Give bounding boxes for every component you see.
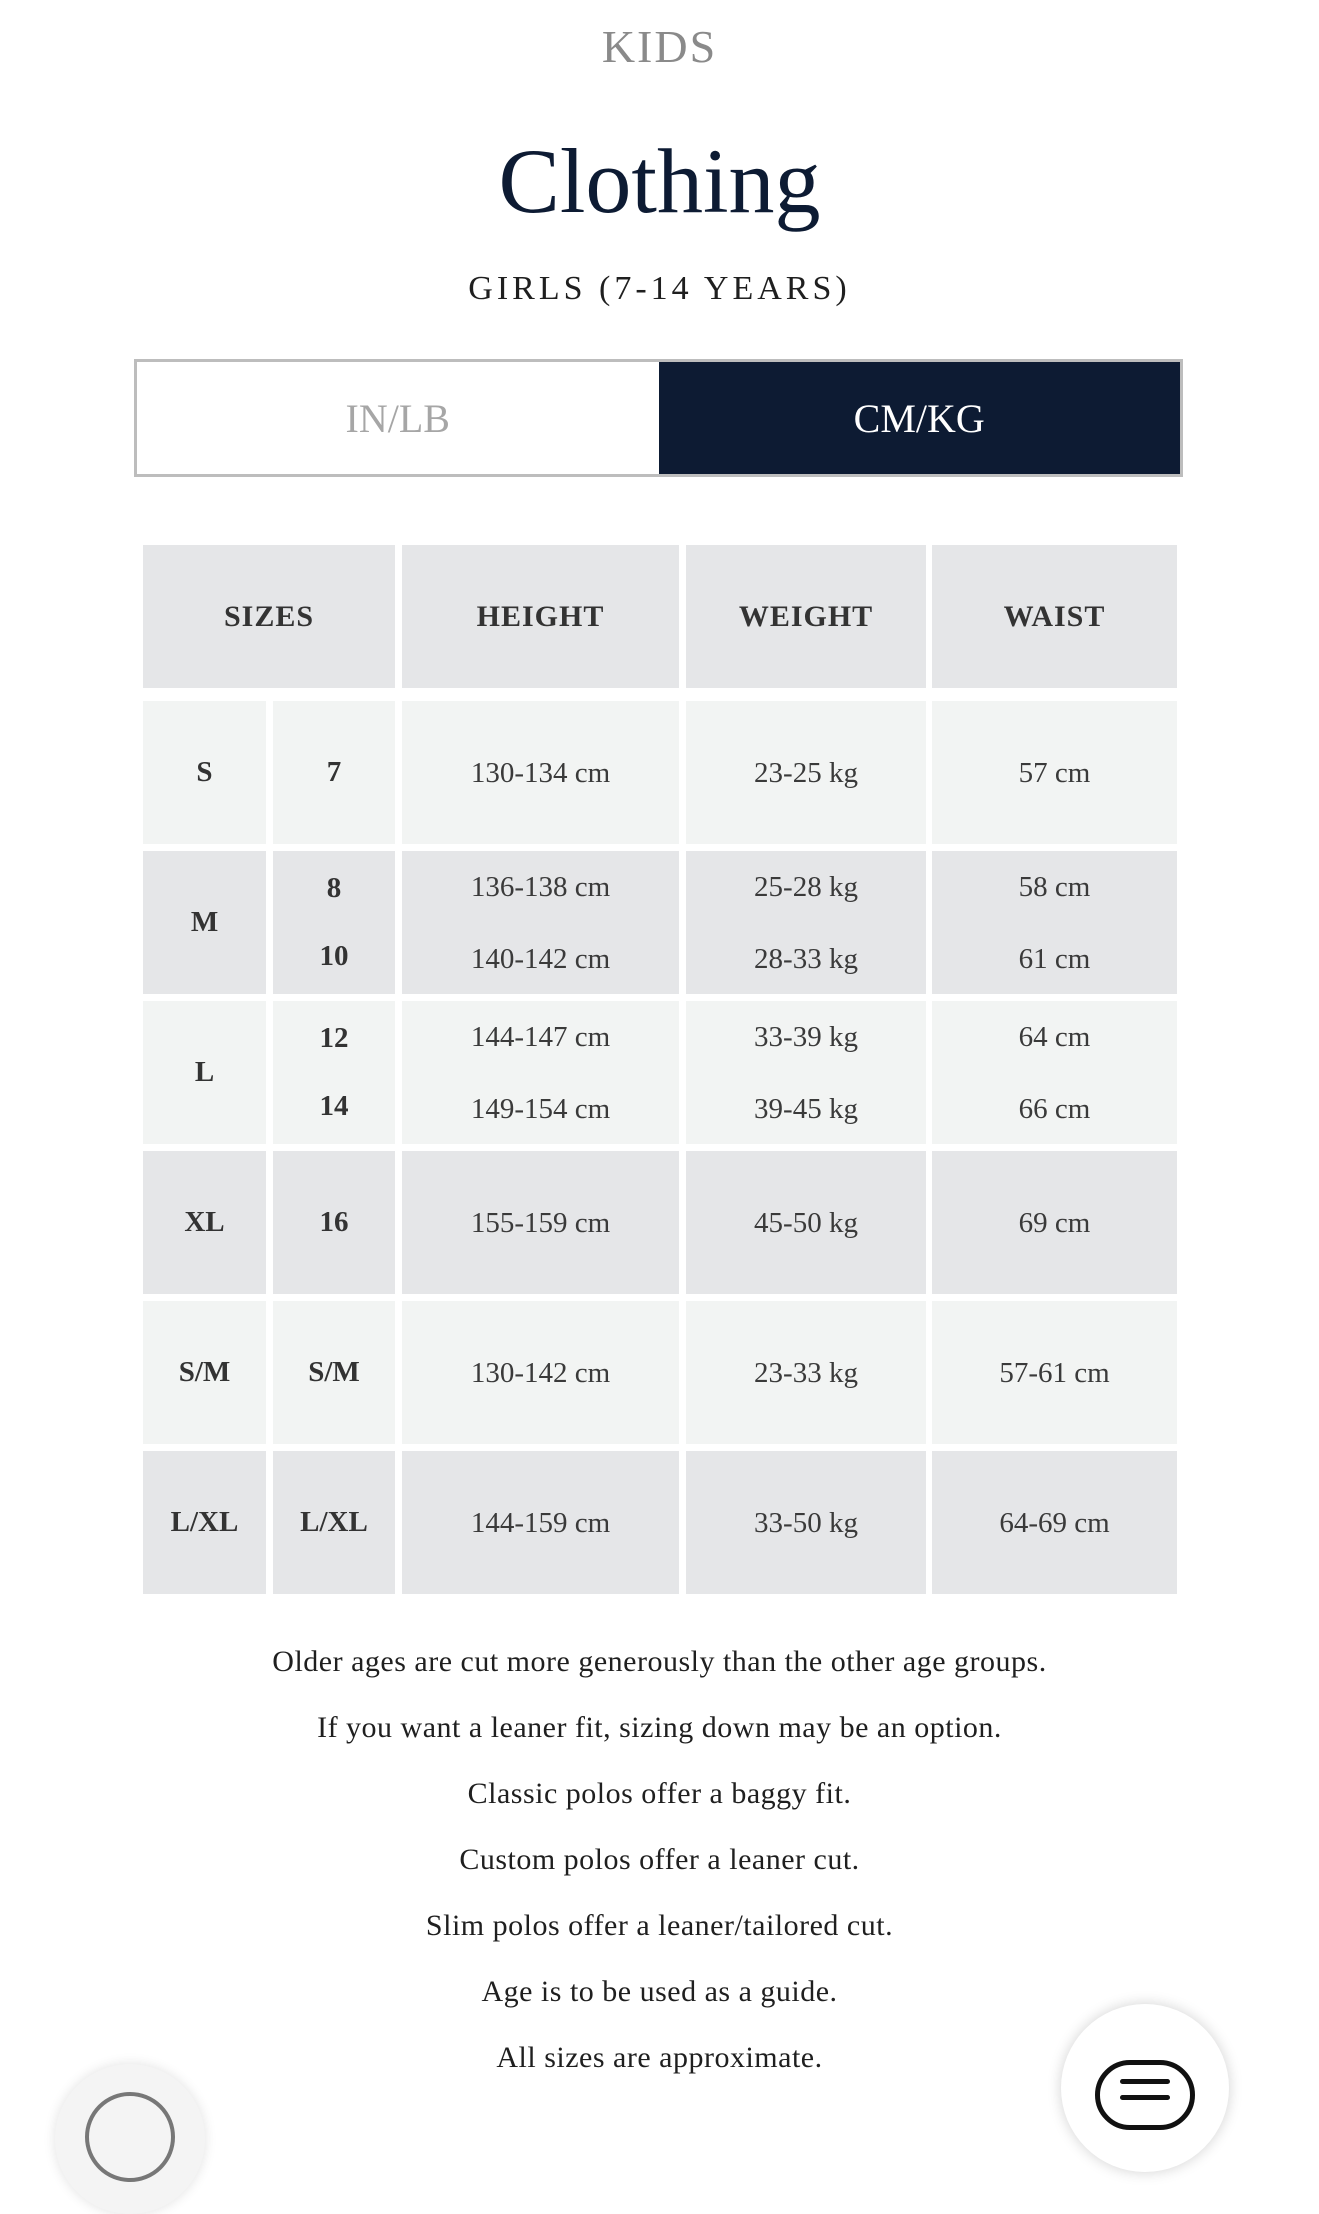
waist-value: 57-61 cm (932, 1301, 1177, 1444)
column-header-height: HEIGHT (402, 545, 679, 688)
note: Classic polos offer a baggy fit. (467, 1777, 852, 1810)
note: If you want a leaner fit, sizing down may be an option. (317, 1711, 1002, 1744)
unit-toggle (134, 359, 1183, 477)
waist-cell (932, 1001, 1177, 1144)
weight-value: 45-50 kg (686, 1151, 926, 1294)
height-value: 155-159 cm (402, 1151, 679, 1294)
note: All sizes are approximate. (496, 2041, 823, 2074)
note: Custom polos offer a leaner cut. (459, 1843, 860, 1876)
note: Slim polos offer a leaner/tailored cut. (425, 1909, 894, 1942)
age-label: 16 (273, 1151, 395, 1294)
weight-value: 23-33 kg (686, 1301, 926, 1444)
unit-option-in-lb[interactable]: IN/LB (137, 362, 659, 474)
age-label: L/XL (273, 1451, 395, 1594)
weight-cell (686, 1001, 926, 1144)
height-cell (402, 1001, 679, 1144)
waist-value: 58 cm (1018, 870, 1091, 903)
weight-value: 39-45 kg (754, 1092, 858, 1125)
height-value: 149-154 cm (470, 1092, 611, 1125)
note: Age is to be used as a guide. (481, 1975, 838, 2008)
age-label: 8 (326, 872, 342, 905)
unit-option-cm-kg[interactable]: CM/KG (659, 362, 1181, 474)
waist-value: 64-69 cm (932, 1451, 1177, 1594)
weight-value: 28-33 kg (754, 942, 858, 975)
page-subtitle: GIRLS (7-14 YEARS) (468, 270, 851, 307)
age-cell (273, 851, 395, 994)
column-header-sizes: SIZES (143, 545, 395, 688)
column-header-waist: WAIST (932, 545, 1177, 688)
weight-value: 25-28 kg (754, 870, 858, 903)
age-label: 10 (319, 939, 349, 972)
age-label: 7 (273, 701, 395, 844)
height-value: 144-159 cm (402, 1451, 679, 1594)
column-header-weight: WEIGHT (686, 545, 926, 688)
age-label: 12 (319, 1022, 349, 1055)
height-value: 144-147 cm (470, 1020, 611, 1053)
waist-cell (932, 851, 1177, 994)
size-table (143, 545, 1177, 1595)
weight-cell (686, 851, 926, 994)
weight-value: 33-50 kg (686, 1451, 926, 1594)
size-label: S/M (143, 1301, 266, 1444)
waist-value: 64 cm (1018, 1020, 1091, 1053)
height-cell (402, 851, 679, 994)
age-label: 14 (319, 1089, 349, 1122)
waist-value: 61 cm (1018, 942, 1091, 975)
size-label: L (143, 1001, 266, 1144)
size-label: XL (143, 1151, 266, 1294)
height-value: 140-142 cm (470, 942, 611, 975)
menu-button[interactable] (1061, 2004, 1229, 2172)
page-title: Clothing (498, 130, 821, 232)
height-value: 130-142 cm (402, 1301, 679, 1444)
waist-value: 57 cm (932, 701, 1177, 844)
size-label: S (143, 701, 266, 844)
accessibility-button[interactable] (55, 2064, 205, 2214)
age-label: S/M (273, 1301, 395, 1444)
menu-icon (1095, 2060, 1195, 2130)
page-kicker: KIDS (601, 21, 718, 72)
height-value: 136-138 cm (470, 870, 611, 903)
age-cell (273, 1001, 395, 1144)
weight-value: 33-39 kg (754, 1020, 858, 1053)
height-value: 130-134 cm (402, 701, 679, 844)
waist-value: 69 cm (932, 1151, 1177, 1294)
accessibility-icon (85, 2092, 175, 2182)
note: Older ages are cut more generously than the other age groups. (272, 1645, 1047, 1678)
size-label: L/XL (143, 1451, 266, 1594)
waist-value: 66 cm (1018, 1092, 1091, 1125)
size-label: M (143, 851, 266, 994)
weight-value: 23-25 kg (686, 701, 926, 844)
